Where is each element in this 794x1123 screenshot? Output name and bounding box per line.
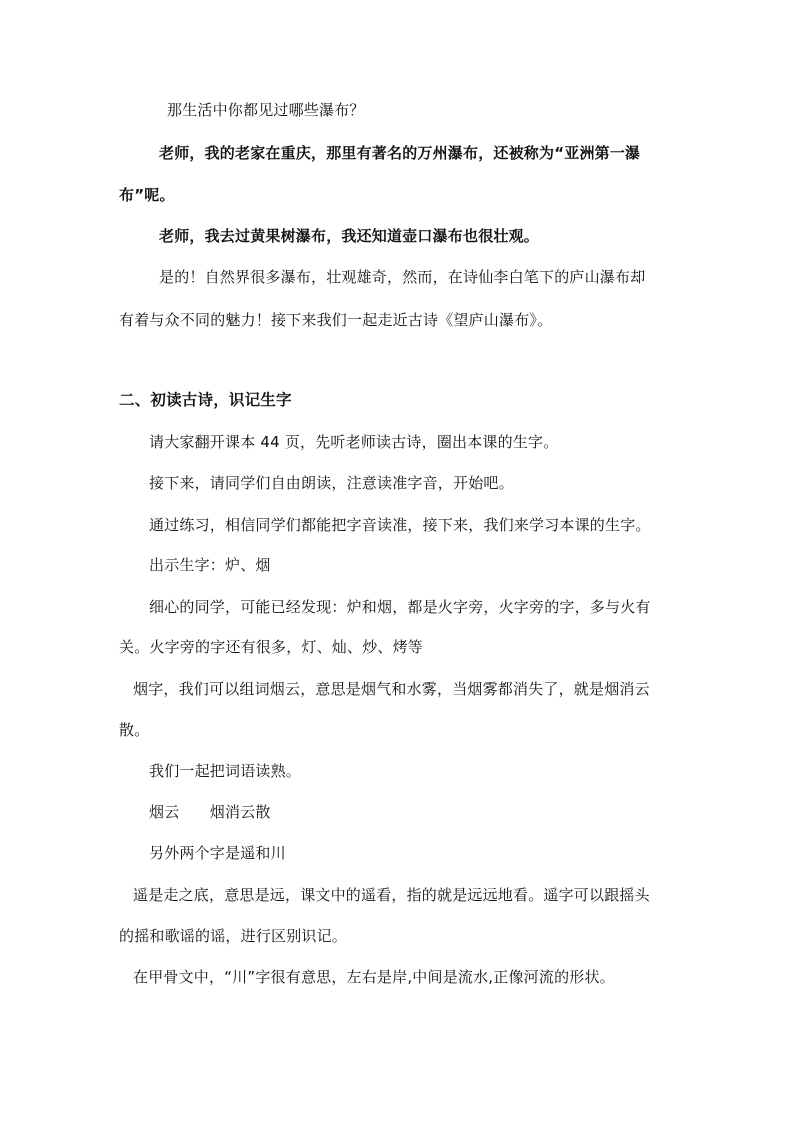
section-heading: 二、初读古诗，识记生字 bbox=[119, 391, 292, 409]
teacher-response-line-1: 是的！自然界很多瀑布，壮观雄奇，然而，在诗仙李白笔下的庐山瀑布却 bbox=[159, 268, 646, 286]
yao-explanation-line-1: 遥是走之底，意思是远，课文中的遥看，指的就是远远地看。遥字可以跟摇头 bbox=[133, 886, 650, 904]
instruction-learn-characters: 通过练习，相信同学们都能把字音读准，接下来，我们来学习本课的生字。 bbox=[149, 516, 651, 534]
student-answer-2: 老师，我去过黄果树瀑布，我还知道壶口瀑布也很壮观。 bbox=[159, 227, 540, 245]
student-answer-1-line-1: 老师，我的老家在重庆，那里有著名的万州瀑布，还被称为“亚洲第一瀑 bbox=[159, 144, 641, 162]
student-answer-1-line-2: 布”呢。 bbox=[119, 186, 175, 204]
instruction-open-book: 请大家翻开课本 44 页，先听老师读古诗，圈出本课的生字。 bbox=[149, 433, 559, 451]
chuan-explanation: 在甲骨文中，“川”字很有意思，左右是岸,中间是流水,正像河流的形状。 bbox=[133, 968, 615, 986]
yan-explanation-line-1: 烟字，我们可以组词烟云，意思是烟气和水雾，当烟雾都消失了，就是烟消云 bbox=[133, 680, 650, 698]
other-characters: 另外两个字是遥和川 bbox=[149, 844, 286, 862]
radical-note-line-2: 关。火字旁的字还有很多，灯、灿、炒、烤等 bbox=[119, 638, 424, 656]
word-list: 烟云 烟消云散 bbox=[149, 803, 271, 821]
instruction-read-aloud: 接下来，请同学们自由朗读，注意读准字音，开始吧。 bbox=[149, 474, 514, 492]
paragraph-question: 那生活中你都见过哪些瀑布？ bbox=[167, 101, 365, 119]
read-words-instruction: 我们一起把词语读熟。 bbox=[149, 762, 302, 780]
show-characters: 出示生字：炉、烟 bbox=[149, 556, 271, 574]
yao-explanation-line-2: 的摇和歌谣的谣，进行区别识记。 bbox=[119, 927, 348, 945]
yan-explanation-line-2: 散。 bbox=[119, 721, 150, 739]
radical-note-line-1: 细心的同学，可能已经发现：炉和烟，都是火字旁，火字旁的字，多与火有 bbox=[149, 598, 651, 616]
teacher-response-line-2: 有着与众不同的魅力！接下来我们一起走近古诗《望庐山瀑布》。 bbox=[119, 311, 553, 329]
